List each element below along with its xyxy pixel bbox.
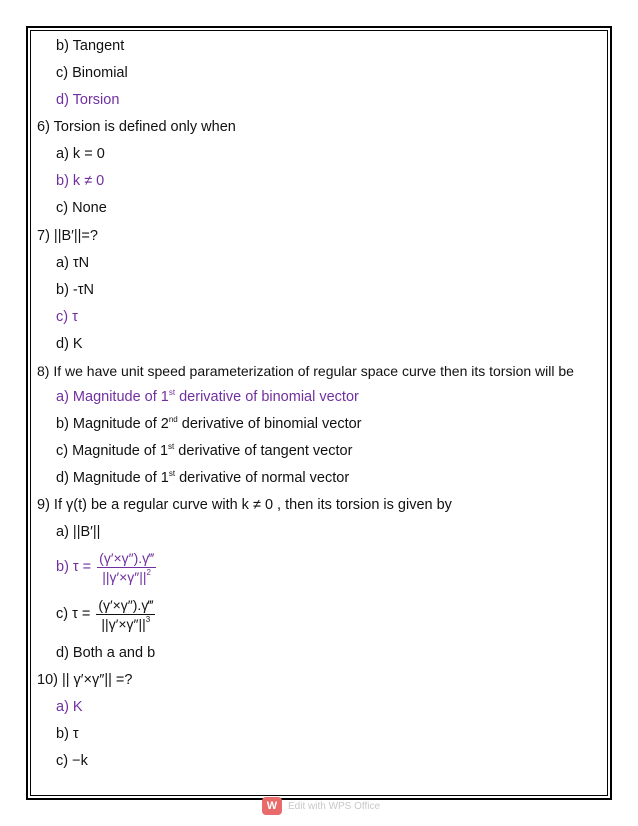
question-10: 10) || γ′×γ″|| =?: [37, 672, 133, 688]
q8d-pre: d) Magnitude of 1: [56, 470, 169, 486]
q8-option-c: [56, 442, 352, 460]
wps-footer-text: Edit with WPS Office: [288, 800, 381, 812]
q9c-label: c) τ =: [56, 606, 91, 622]
q8d-post: derivative of normal vector: [175, 470, 350, 486]
q9c-exponent: 3: [145, 614, 151, 624]
q10-option-c: c) −k: [56, 753, 88, 769]
q9b-den-text: ||γ′×γ″||: [102, 568, 147, 585]
q9c-numerator: (γ′×γ″).γ‴: [98, 596, 154, 613]
wps-footer: [262, 796, 380, 816]
q9b-fraction: [97, 549, 156, 586]
question-8: 8) If we have unit speed parameterization of regular space curve then its torsion will be: [37, 363, 574, 379]
q8a-sup: st: [168, 388, 176, 397]
q8a-pre: a) Magnitude of 1: [56, 389, 169, 405]
q7-option-c-answer: c) τ: [56, 309, 78, 325]
q7-option-b: b) -τN: [56, 282, 94, 298]
q6-option-c: c) None: [56, 200, 107, 216]
q8-option-b: [56, 415, 362, 433]
q9-option-a: a) ||B′||: [56, 524, 101, 540]
wps-logo-icon: W: [262, 797, 282, 815]
q6-option-b-answer: b) k ≠ 0: [56, 173, 105, 189]
option-c-binomial: c) Binomial: [56, 65, 128, 81]
q8b-sup: nd: [168, 415, 178, 424]
q9b-label: b) τ =: [56, 559, 92, 575]
question-7: 7) ||B′||=?: [37, 228, 98, 244]
q8-option-d: [56, 469, 349, 487]
q8b-post: derivative of binomial vector: [177, 416, 362, 432]
q9b-exponent: 2: [146, 567, 151, 577]
q9b-denominator: [97, 568, 156, 586]
q9-option-c: [56, 592, 155, 636]
question-6: 6) Torsion is defined only when: [37, 119, 236, 135]
q9b-numerator: (γ′×γ″).γ‴: [99, 549, 155, 566]
q8b-pre: b) Magnitude of 2: [56, 416, 169, 432]
q9c-fraction: [96, 596, 155, 633]
q8c-post: derivative of tangent vector: [174, 443, 353, 459]
q7-option-d: d) K: [56, 336, 83, 352]
q9c-den-text: ||γ′×γ″||: [101, 615, 146, 632]
option-b-tangent: b) Tangent: [56, 38, 125, 54]
q10-option-b: b) τ: [56, 726, 79, 742]
q9-option-b-answer: [56, 545, 156, 589]
q10-option-a-answer: a) K: [56, 699, 83, 715]
q7-option-a: a) τN: [56, 255, 90, 271]
q6-option-a: a) k = 0: [56, 146, 105, 162]
q8-option-a-answer: [56, 388, 359, 406]
option-d-torsion-answer: d) Torsion: [56, 92, 120, 108]
q8a-post: derivative of binomial vector: [175, 389, 359, 405]
question-9: 9) If γ(t) be a regular curve with k ≠ 0 , then its torsion is given by: [37, 497, 452, 513]
q8d-sup: st: [168, 469, 176, 478]
q8c-sup: st: [168, 442, 175, 451]
q8c-pre: c) Magnitude of 1: [56, 443, 169, 459]
q9c-denominator: [96, 615, 155, 633]
q9-option-d: d) Both a and b: [56, 645, 156, 661]
